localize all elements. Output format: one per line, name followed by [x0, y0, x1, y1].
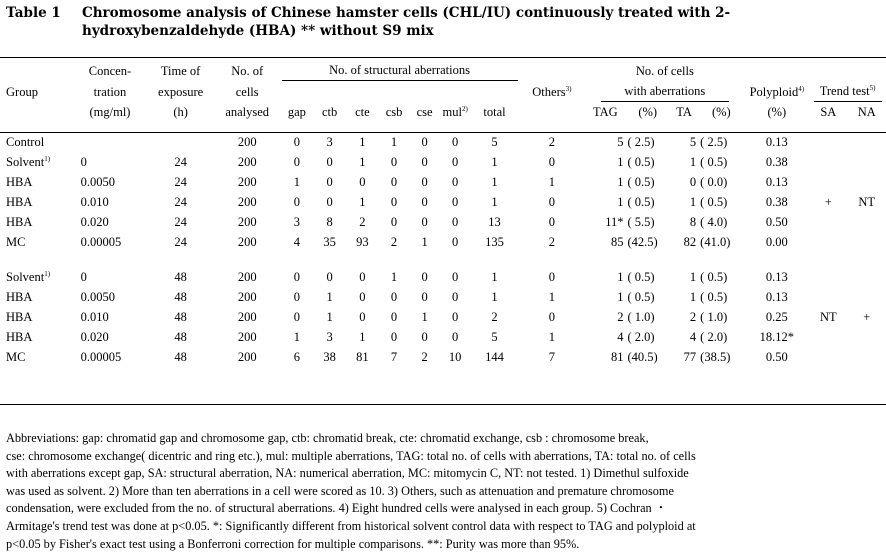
cell-group: HBA [6, 329, 33, 344]
cell-group: HBA [6, 174, 33, 189]
cell-ctb: 0 [326, 154, 333, 169]
cell-group: HBA [6, 289, 33, 304]
cell-cte: 0 [359, 309, 366, 324]
col-with-ab-1: No. of cells [635, 63, 694, 78]
cell-gap: 0 [293, 154, 300, 169]
cell-total: 1 [491, 269, 498, 284]
cell-csb: 0 [390, 174, 398, 189]
cell-csb: 7 [390, 349, 398, 364]
cell-cte: 0 [359, 289, 366, 304]
cell-time: 24 [174, 194, 187, 209]
cell-cte: 81 [356, 349, 369, 364]
aberration-table: Concen- Time of No. of No. of structural aberrations No. of cells Group tration exposure cells Others$^{3)}$ with aberrations Polyploid$^{4)}$ Trend test$^{5)}$ (mg/ml) (h) analysed gap ctb cte csb cse mul$^{2)}$ total TAG (%) TA (%) (%) SA NA Control 200 0 3 1 1 0 0 5 2 5 ( 2.5) 5 ( 2.5) 0.13 Solvent$^{1)}$ 0 24 200 0 0 1 0 0 0 1 0 1 ( 0.5) 1 ( 0.5) 0.38 HBA 0.0050 24 200 1 0 0 0 0 0 1 1 1 ( 0.5) 0 ( 0.0) 0.13 HBA 0.010 24 200 0 0 1 0 0 0 1 0 1 ( 0.5) 1 ( 0.5) 0.38 + NT HBA 0.020 24 200 3 8 2 0 0 0 13 0 11* ( 5.5) 8 ( 4.0) 0.50 MC 0.00005 24 200 4 35 93 2 1 0 135 2 85 (42.5) 82 (41.0) 0.00 Solvent$^{1)}$ 0 48 200 0 0 0 1 0 0 1 0 1 ( 0.5) 1 ( 0.5) 0.13 HBA 0.0050 48 200 0 1 0 0 0 0 1 1 1 ( 0.5) 1 ( 0.5) 0.13 HBA 0.010 48 200 0 1 0 0 1 0 2 0 2 ( 1.0) 2 ( 1.0) 0.25 NT + HBA 0.020 48 200 1 3 1 0 0 0 5 1 4 ( 2.0) 4 ( 2.0) 18.12* MC 0.00005 48 200 6 38 81 7 2 10 144 7 81 (40.5) 77 (38.5) 0.50 [0, 60, 886, 367]
cell-na [847, 152, 886, 172]
cell-tag: 1 [617, 194, 624, 209]
cell-tag-pct: (40.5) [627, 349, 658, 364]
cell-cells: 200 [237, 214, 257, 229]
cell-poly: 0.25 [765, 309, 788, 324]
table-row [0, 307, 886, 327]
cell-tag-pct: ( 0.5) [627, 174, 655, 189]
cell-ta-pct: ( 0.0) [700, 174, 728, 189]
cell-ctb: 0 [326, 194, 333, 209]
cell-na [847, 212, 886, 232]
cell-conc [73, 132, 148, 152]
cell-cte: 1 [359, 329, 366, 344]
cell-others: 0 [548, 269, 555, 284]
cell-total: 5 [491, 329, 498, 344]
cell-cse: 0 [421, 194, 428, 209]
cell-total: 2 [491, 309, 498, 324]
cell-sa: NT [819, 309, 837, 324]
cell-mul: 0 [452, 194, 459, 209]
cell-ctb: 0 [326, 269, 333, 284]
cell-sa [809, 232, 847, 252]
footnote-line: was used as solvent. 2) More than ten aberrations in a cell were scored as 10. 3) Others, such as attenuation and premature chromosome [6, 483, 674, 498]
col-time-2: exposure [158, 84, 204, 99]
footnote-line: cse: chromosome exchange( dicentric and ring etc.), mul: multiple aberrations, TAG: total no. of cells with aberrations, TA: total no. of cells [6, 448, 696, 463]
cell-tag: 5 [617, 134, 624, 149]
cell-cells: 200 [237, 289, 257, 304]
cell-sa [809, 287, 847, 307]
cell-group: HBA [6, 309, 33, 324]
cell-ta-pct: ( 0.5) [700, 194, 728, 209]
cell-total: 1 [491, 289, 498, 304]
cell-ta: 1 [689, 194, 697, 209]
cell-group: HBA [6, 214, 33, 229]
cell-na [847, 347, 886, 367]
cell-total: 13 [488, 214, 501, 229]
col-structural: No. of structural aberrations [282, 60, 518, 81]
footnote-line: condensation, were excluded from the no. of structural aberrations. 4) Eight hundred cells were analysed in each group. 5) Cochran ・ [6, 501, 668, 516]
table-label: Table 1 [6, 5, 61, 21]
cell-tag: 11* [605, 214, 624, 229]
cell-mul: 0 [452, 234, 459, 249]
col-time-1: Time of [160, 63, 201, 78]
cell-mul: 0 [452, 174, 459, 189]
cell-ta-pct: ( 1.0) [700, 309, 728, 324]
col-trend: Trend test$^{5)}$ [814, 81, 882, 102]
cell-time: 48 [174, 269, 187, 284]
cell-others: 2 [548, 234, 555, 249]
cell-cells: 200 [237, 174, 257, 189]
footnotes [6, 430, 882, 553]
cell-csb: 1 [390, 269, 398, 284]
cell-na [847, 172, 886, 192]
cell-total: 1 [491, 174, 498, 189]
cell-cse: 2 [421, 349, 428, 364]
cell-sa [809, 172, 847, 192]
cell-sa [809, 267, 847, 287]
cell-gap: 0 [293, 309, 300, 324]
table-row [0, 287, 886, 307]
col-conc-1: Concen- [88, 63, 132, 78]
cell-gap: 0 [293, 194, 300, 209]
table-row [0, 212, 886, 232]
cell-total: 5 [491, 134, 498, 149]
col-cells-1: No. of [231, 63, 264, 78]
cell-conc: 0.020 [80, 329, 109, 344]
cell-cte: 2 [359, 214, 366, 229]
cell-poly: 0.13 [765, 289, 788, 304]
table-row [0, 152, 886, 172]
cell-ctb: 8 [326, 214, 333, 229]
cell-cells: 200 [237, 309, 257, 324]
cell-cse: 1 [421, 234, 428, 249]
cell-sa [809, 347, 847, 367]
table-row [0, 172, 886, 192]
cell-total: 144 [485, 349, 504, 364]
top-rule [0, 57, 886, 58]
cell-tag: 1 [617, 289, 624, 304]
cell-others: 7 [548, 349, 555, 364]
cell-ctb: 0 [326, 174, 333, 189]
cell-mul: 0 [452, 134, 459, 149]
rows-48h [0, 267, 886, 367]
cell-csb: 0 [390, 309, 398, 324]
cell-poly: 18.12* [759, 329, 795, 344]
cell-cse: 1 [421, 309, 428, 324]
rows-24h [0, 132, 886, 252]
cell-csb: 0 [390, 194, 398, 209]
cell-cse: 0 [421, 269, 428, 284]
cell-poly: 0.38 [765, 194, 788, 209]
cell-gap: 6 [293, 349, 300, 364]
cell-group: Control [6, 134, 45, 149]
cell-others: 1 [548, 329, 555, 344]
cell-others: 0 [548, 214, 555, 229]
cell-mul: 10 [448, 349, 462, 364]
cell-tag-pct: ( 0.5) [627, 194, 655, 209]
cell-poly: 0.00 [765, 234, 788, 249]
cell-time: 48 [174, 349, 187, 364]
cell-cells: 200 [237, 269, 257, 284]
cell-mul: 0 [452, 269, 459, 284]
cell-tag-pct: (42.5) [627, 234, 658, 249]
cell-time: 48 [174, 329, 187, 344]
cell-gap: 0 [293, 269, 300, 284]
cell-others: 0 [548, 309, 555, 324]
cell-ctb: 38 [323, 349, 336, 364]
cell-cells: 200 [237, 234, 257, 249]
cell-ta-pct: ( 2.0) [700, 329, 728, 344]
cell-mul: 0 [452, 154, 459, 169]
cell-cells: 200 [237, 194, 257, 209]
cell-others: 2 [548, 134, 555, 149]
col-cells-3: analysed [225, 105, 270, 119]
cell-ta-pct: (38.5) [700, 349, 731, 364]
cell-group: Solvent$^{1)}$ [6, 154, 51, 169]
table-row [0, 192, 886, 212]
cell-ctb: 3 [326, 329, 333, 344]
cell-na [847, 267, 886, 287]
cell-time: 24 [174, 154, 187, 169]
cell-poly: 0.13 [765, 134, 788, 149]
footnote-line: p<0.05 by Fisher's exact test using a Bonferroni correction for multiple comparisons. **: Purity was more than 95%. [6, 536, 580, 551]
cell-conc: 0.020 [80, 214, 109, 229]
cell-csb: 0 [390, 289, 398, 304]
cell-cells: 200 [237, 329, 257, 344]
cell-cells: 200 [237, 134, 257, 149]
cell-csb: 0 [390, 214, 398, 229]
cell-group: HBA [6, 194, 33, 209]
cell-na: + [863, 309, 871, 324]
cell-na [847, 232, 886, 252]
cell-group: MC [6, 234, 26, 249]
cell-tag: 2 [617, 309, 624, 324]
cell-ta-pct: ( 0.5) [700, 154, 728, 169]
cell-conc: 0 [80, 154, 87, 169]
cell-cse: 0 [421, 214, 428, 229]
cell-mul: 0 [452, 214, 459, 229]
cell-others: 1 [548, 174, 555, 189]
cell-tag-pct: ( 0.5) [627, 154, 655, 169]
footnote-line: with aberrations except gap, SA: structural aberration, NA: numerical aberration, MC: mitomycin C, NT: not tested. 1) Dimethul sulfoxide [6, 466, 689, 481]
cell-ta: 1 [689, 154, 697, 169]
cell-total: 1 [491, 154, 498, 169]
cell-cte: 0 [359, 174, 366, 189]
cell-time: 24 [174, 234, 187, 249]
cell-time: 48 [174, 289, 187, 304]
cell-conc: 0.0050 [80, 174, 116, 189]
cell-na [847, 132, 886, 152]
col-conc-3: (mg/ml) [89, 105, 131, 119]
cell-cse: 0 [421, 329, 428, 344]
cell-tag: 85 [611, 234, 624, 249]
table-row [0, 267, 886, 287]
cell-gap: 0 [293, 134, 300, 149]
cell-conc: 0.010 [80, 309, 109, 324]
cell-csb: 0 [390, 154, 398, 169]
cell-gap: 1 [293, 329, 300, 344]
cell-poly: 0.38 [765, 154, 788, 169]
cell-mul: 0 [452, 329, 459, 344]
cell-tag-pct: ( 2.0) [627, 329, 655, 344]
cell-group: Solvent$^{1)}$ [6, 269, 51, 284]
cell-cte: 0 [359, 269, 366, 284]
cell-time: 24 [174, 214, 187, 229]
cell-conc: 0.00005 [80, 234, 122, 249]
col-cells-2: cells [235, 84, 259, 99]
cell-tag-pct: ( 2.5) [627, 134, 655, 149]
cell-csb: 0 [390, 329, 398, 344]
cell-others: 0 [548, 194, 555, 209]
cell-gap: 0 [293, 289, 300, 304]
cell-cte: 1 [359, 194, 366, 209]
cell-tag-pct: ( 1.0) [627, 309, 655, 324]
cell-others: 0 [548, 154, 555, 169]
cell-tag: 1 [617, 154, 624, 169]
col-group: Group [6, 84, 38, 99]
table-title: Chromosome analysis of Chinese hamster cells (CHL/IU) continuously treated with 2-hydroxybenzaldehyde (HBA) ** without S9 mix [82, 5, 731, 39]
col-conc-2: tration [93, 84, 127, 99]
col-time-3: (h) [173, 105, 188, 119]
footnote-line: Abbreviations: gap: chromatid gap and chromosome gap, ctb: chromatid break, cte: chromatid exchange, csb : chromosome break, [6, 431, 649, 445]
cell-mul: 0 [452, 309, 459, 324]
cell-cse: 0 [421, 134, 428, 149]
col-with-ab-2: with aberrations [601, 81, 729, 102]
cell-csb: 2 [390, 234, 398, 249]
cell-cells: 200 [237, 154, 257, 169]
cell-gap: 3 [293, 214, 300, 229]
cell-total: 135 [485, 234, 504, 249]
cell-poly: 0.13 [765, 174, 788, 189]
cell-ta: 77 [683, 349, 697, 364]
cell-ctb: 3 [326, 134, 333, 149]
cell-sa [809, 152, 847, 172]
cell-tag-pct: ( 0.5) [627, 269, 655, 284]
cell-ta-pct: ( 4.0) [700, 214, 728, 229]
cell-time: 24 [174, 174, 187, 189]
cell-time: 48 [174, 309, 187, 324]
cell-ta: 5 [689, 134, 697, 149]
table-row [0, 132, 886, 152]
cell-ta: 0 [689, 174, 697, 189]
cell-cells: 200 [237, 349, 257, 364]
cell-tag-pct: ( 5.5) [627, 214, 655, 229]
cell-time [147, 132, 214, 152]
cell-gap: 1 [293, 174, 300, 189]
cell-csb: 1 [390, 134, 398, 149]
cell-cte: 1 [359, 134, 366, 149]
cell-ta: 4 [689, 329, 697, 344]
cell-ctb: 35 [323, 234, 336, 249]
cell-cse: 0 [421, 174, 428, 189]
cell-ctb: 1 [326, 309, 333, 324]
cell-sa [809, 132, 847, 152]
table-row [0, 232, 886, 252]
cell-na [847, 287, 886, 307]
cell-poly: 0.50 [765, 349, 788, 364]
cell-ta-pct: ( 0.5) [700, 289, 728, 304]
cell-ta-pct: ( 2.5) [700, 134, 728, 149]
cell-tag: 1 [617, 174, 624, 189]
cell-group: MC [6, 349, 26, 364]
cell-others: 1 [548, 289, 555, 304]
cell-conc: 0.0050 [80, 289, 116, 304]
col-others: Others$^{3)}$ [532, 84, 572, 99]
cell-poly: 0.50 [765, 214, 788, 229]
cell-conc: 0.00005 [80, 349, 122, 364]
cell-total: 1 [491, 194, 498, 209]
cell-na: NT [858, 194, 876, 209]
cell-tag: 1 [617, 269, 624, 284]
table-row [0, 347, 886, 367]
cell-gap: 4 [293, 234, 300, 249]
cell-na [847, 327, 886, 347]
cell-ta: 82 [683, 234, 697, 249]
cell-cse: 0 [421, 154, 428, 169]
cell-poly: 0.13 [765, 269, 788, 284]
cell-tag: 4 [617, 329, 624, 344]
cell-sa: + [824, 194, 832, 209]
cell-sa [809, 327, 847, 347]
footnote-line: Armitage's trend test was done at p<0.05. *: Significantly different from historical solvent control data with respect to TAG and polyploid at [6, 518, 696, 533]
cell-cte: 93 [356, 234, 369, 249]
cell-ta: 1 [689, 269, 697, 284]
cell-cse: 0 [421, 289, 428, 304]
cell-conc: 0 [80, 269, 87, 284]
cell-tag-pct: ( 0.5) [627, 289, 655, 304]
cell-sa [809, 212, 847, 232]
cell-ta-pct: ( 0.5) [700, 269, 728, 284]
cell-ta: 8 [689, 214, 697, 229]
bottom-rule [0, 404, 886, 405]
cell-ta: 1 [689, 289, 697, 304]
cell-conc: 0.010 [80, 194, 109, 209]
col-polyploid: Polyploid$^{4)}$ [749, 84, 805, 99]
cell-ta: 2 [689, 309, 697, 324]
cell-ta-pct: (41.0) [700, 234, 731, 249]
cell-tag: 81 [611, 349, 624, 364]
cell-mul: 0 [452, 289, 459, 304]
table-row [0, 327, 886, 347]
cell-cte: 1 [359, 154, 366, 169]
cell-ctb: 1 [326, 289, 333, 304]
